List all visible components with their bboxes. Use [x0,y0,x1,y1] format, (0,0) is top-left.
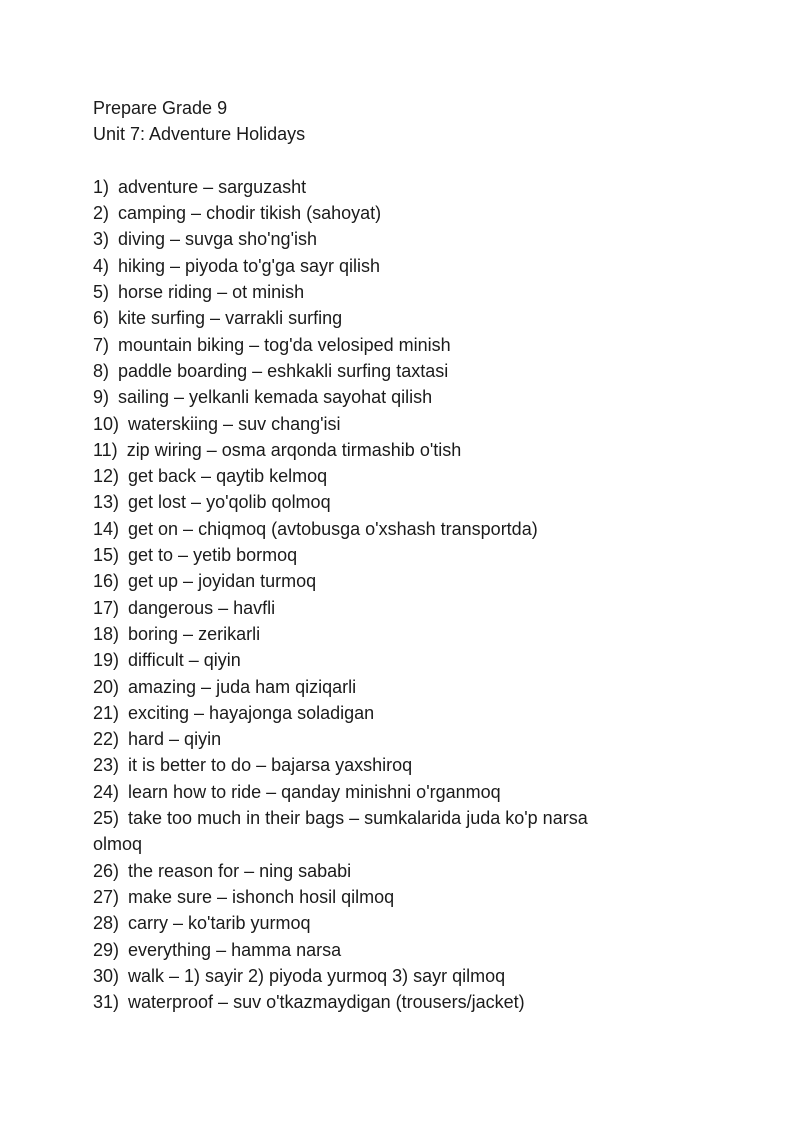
list-item [93,253,623,279]
list-item-number: 31) [93,992,120,1013]
list-item-text: everything – hamma narsa [128,939,342,960]
list-item-text: paddle boarding – eshkakli surfing taxtasi [118,360,449,381]
list-item-number: 4) [93,255,110,276]
list-item [93,411,623,437]
list-item-text: get lost – yo'qolib qolmoq [128,492,331,513]
list-item-text: sailing – yelkanli kemada sayohat qilish [118,387,433,408]
list-item [93,805,623,858]
list-item-text: exciting – hayajonga soladigan [128,702,375,723]
list-item [93,358,623,384]
list-item-text: carry – ko'tarib yurmoq [128,913,311,934]
list-item-text: adventure – sarguzasht [118,176,307,197]
list-item-text: diving – suvga sho'ng'ish [118,229,318,250]
list-item-number: 8) [93,360,110,381]
list-item-number: 21) [93,702,120,723]
list-item-number: 17) [93,597,120,618]
list-item-text: horse riding – ot minish [118,282,305,303]
list-item-number: 16) [93,571,120,592]
list-item [93,226,623,252]
list-item-number: 20) [93,676,120,697]
list-item-number: 3) [93,229,110,250]
list-item [93,621,623,647]
list-item-text: get to – yetib bormoq [128,545,298,566]
list-item-number: 15) [93,545,120,566]
list-item-number: 27) [93,886,120,907]
list-item [93,700,623,726]
list-item-text: camping – chodir tikish (sahoyat) [118,203,382,224]
list-item [93,752,623,778]
list-item [93,779,623,805]
list-item [93,910,623,936]
list-item-text: the reason for – ning sababi [128,860,352,881]
list-item [93,568,623,594]
list-item [93,884,623,910]
list-item-number: 2) [93,203,110,224]
document-title-line2: Unit 7: Adventure Holidays [93,124,306,145]
list-item-number: 26) [93,860,120,881]
list-item [93,937,623,963]
list-item [93,726,623,752]
list-item-text: take too much in their bags – sumkalarida juda ko'p narsa olmoq [93,808,588,855]
list-item-number: 9) [93,387,110,408]
vocab-list [93,174,623,1016]
list-item-text: get up – joyidan turmoq [128,571,317,592]
blank-line [93,148,720,174]
list-item [93,200,623,226]
list-item [93,279,623,305]
list-item-text: dangerous – havfli [128,597,276,618]
list-item-text: it is better to do – bajarsa yaxshiroq [128,755,413,776]
list-item-text: amazing – juda ham qiziqarli [128,676,357,697]
list-item [93,437,623,463]
list-item [93,647,623,673]
list-item-number: 29) [93,939,120,960]
list-item-number: 1) [93,176,110,197]
list-item [93,463,623,489]
list-item-text: difficult – qiyin [128,650,241,671]
list-item-text: walk – 1) sayir 2) piyoda yurmoq 3) sayr qilmoq [128,965,506,986]
list-item [93,384,623,410]
list-item-number: 23) [93,755,120,776]
document-title-line1: Prepare Grade 9 [93,98,228,118]
list-item-number: 6) [93,308,110,329]
list-item [93,963,623,989]
list-item-number: 24) [93,781,120,802]
list-item-text: get on – chiqmoq (avtobusga o'xshash transportda) [128,518,538,539]
list-item-text: waterproof – suv o'tkazmaydigan (trousers/jacket) [128,992,525,1013]
list-item-number: 10) [93,413,120,434]
list-item-number: 28) [93,913,120,934]
list-item-text: hard – qiyin [128,729,222,750]
list-item-text: hiking – piyoda to'g'ga sayr qilish [118,255,381,276]
list-item-text: make sure – ishonch hosil qilmoq [128,886,395,907]
list-item-text: kite surfing – varrakli surfing [118,308,343,329]
list-item [93,516,623,542]
list-item [93,174,623,200]
list-item-number: 25) [93,808,120,829]
list-item-number: 18) [93,623,120,644]
list-item [93,595,623,621]
list-item-number: 14) [93,518,120,539]
list-item [93,858,623,884]
list-item-number: 11) [93,439,118,460]
list-item [93,989,623,1015]
list-item-text: waterskiing – suv chang'isi [128,413,341,434]
list-item-text: learn how to ride – qanday minishni o'rganmoq [128,781,501,802]
list-item-number: 7) [93,334,110,355]
list-item-number: 19) [93,650,120,671]
list-item-number: 13) [93,492,120,513]
list-item [93,332,623,358]
list-item [93,305,623,331]
list-item-number: 22) [93,729,120,750]
list-item-text: boring – zerikarli [128,623,261,644]
list-item [93,489,623,515]
list-item [93,674,623,700]
list-item-number: 30) [93,965,120,986]
list-item [93,542,623,568]
list-item-text: zip wiring – osma arqonda tirmashib o'tish [126,439,462,460]
list-item-number: 5) [93,282,110,303]
list-item-number: 12) [93,466,120,487]
list-item-text: get back – qaytib kelmoq [128,466,328,487]
list-item-text: mountain biking – tog'da velosiped minish [118,334,451,355]
